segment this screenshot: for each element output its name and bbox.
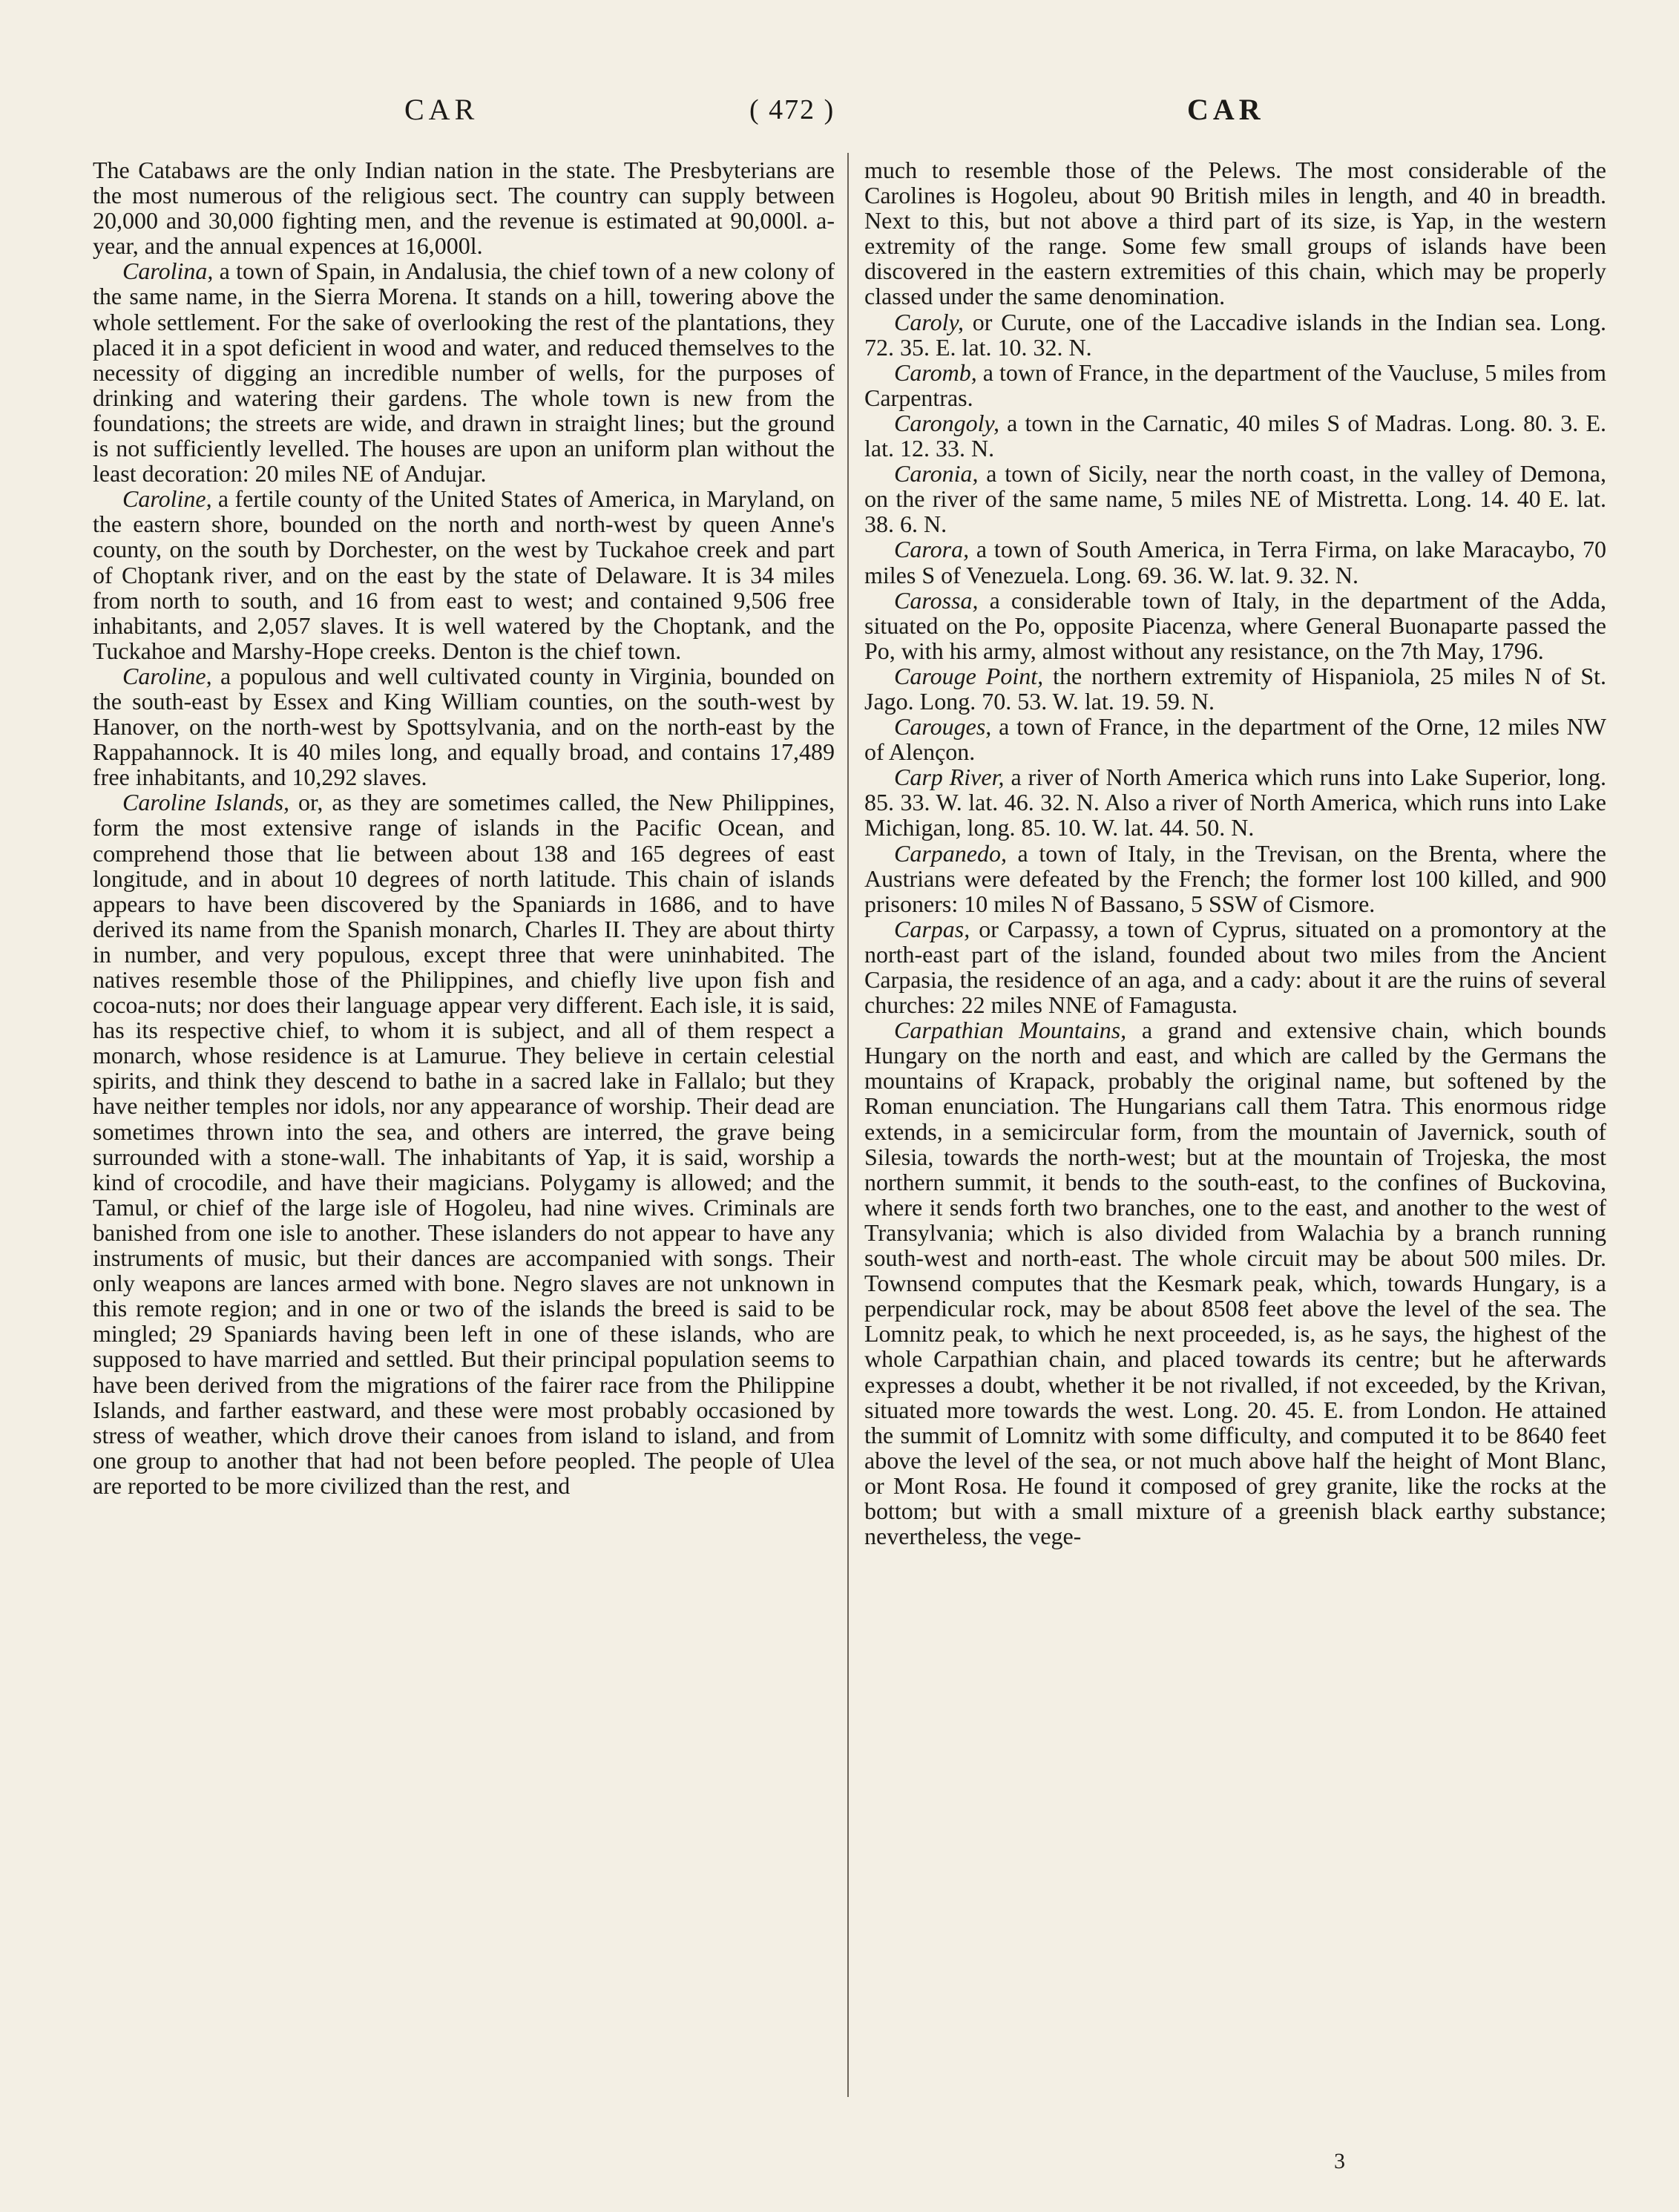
entry-paragraph	[93, 663, 835, 790]
entry-headword: Caronia,	[894, 460, 979, 488]
entry-paragraph	[864, 1017, 1606, 1549]
entry-text: a fertile county of the United States of America, in Maryland, on the eastern shore, bounded on the north and north-west by queen Anne's county, on the south by Dorchester, on the west by Tuckahoe creek and part of Choptank river, and on the east by the state of Delaware. It is 34 miles from north to south, and 16 from east to west; and contained 9,506 free inhabitants, and 2,057 slaves. It is well watered by the Choptank, and the Tuckahoe and Marshy-Hope creeks. Denton is the chief town.	[93, 485, 835, 664]
column-divider	[847, 153, 849, 2097]
entry-text: a river of North America which runs into Lake Superior, long. 85. 33. W. lat. 46. 32. N. Also a river of North America, which runs into Lake Michigan, long. 85. 10. W. lat. 44. 50. N.	[864, 764, 1607, 841]
entry-text: a town of Spain, in Andalusia, the chief town of a new colony of the same name, in the Sierra Morena. It stands on a hill, towering above the whole settlement. For the sake of overlooking the rest of the plantations, they placed it in a spot deficient in wood and water, and reduced themselves to the necessity of digging an incredible number of wells, for the purposes of drinking and watering their gardens. The whole town is new from the foundations; the streets are wide, and drawn in straight lines; but the ground is not sufficiently levelled. The houses are upon an uniform plan without the least decoration: 20 miles NE of Andujar.	[93, 257, 835, 488]
entry-text: the northern extremity of Hispaniola, 25 miles N of St. Jago. Long. 70. 53. W. lat. 19. 59. N.	[864, 662, 1606, 715]
entry-paragraph	[93, 790, 835, 1498]
entry-paragraph	[864, 841, 1606, 916]
entry-headword: Carpathian Mountains,	[894, 1017, 1127, 1044]
entry-text: a considerable town of Italy, in the department of the Adda, situated on the Po, opposite Piacenza, where General Buonaparte passed the Po, with his army, almost without any resistance, on the 7th May, 1796.	[864, 586, 1606, 664]
running-head	[0, 88, 1679, 132]
entry-headword: Carpanedo,	[894, 839, 1007, 867]
entry-paragraph	[93, 157, 835, 258]
entry-text: or, as they are sometimes called, the New Philippines, form the most extensive range of islands in the Pacific Ocean, and comprehend those that lie between about 138 and 165 degrees of east longitude, and in about 10 degrees of north latitude. This chain of islands appears to have been discovered by the Spaniards in 1686, and to have derived its name from the Spanish monarch, Charles II. They are about thirty in number, and very populous, except three that were uninhabited. The natives resemble those of the Philippines, and chiefly live upon fish and cocoa-nuts; nor does their language appear very different. Each isle, it is said, has its respective chief, to whom it is subject, and all of them respect a monarch, whose residence is at Lamurue. They believe in certain celestial spirits, and think they descend to bathe in a sacred lake in Fallalo; but they have neither temples nor idols, nor any appearance of worship. Their dead are sometimes thrown into the sea, and others are interred, the grave being surrounded with a stone-wall. The inhabitants of Yap, it is said, worship a kind of crocodile, and have their magicians. Polygamy is allowed; and the Tamul, or chief of the large isle of Hogoleu, had nine wives. Criminals are banished from one isle to another. These islanders do not appear to have any instruments of music, but their dances are accompanied with songs. Their only weapons are lances armed with bone. Negro slaves are not unknown in this remote region; and in one or two of the islands the breed is said to be mingled; 29 Spaniards having been left in one of these islands, who are supposed to have married and settled. But their principal population seems to have been derived from the migrations of the fairer race from the Philippine Islands, and farther eastward, and these were most probably occasioned by stress of weather, which drove their canoes from island to island, and from one group to another that had not been before peopled. The people of Ulea are reported to be more civilized than the rest, and	[93, 789, 835, 1499]
entry-text: a town of Italy, in the Trevisan, on the Brenta, where the Austrians were defeated by the French; the former lost 100 killed, and 900 prisoners: 10 miles N of Bassano, 5 SSW of Cismore.	[864, 839, 1606, 917]
entry-headword: Caroline Islands,	[122, 789, 290, 816]
entry-text: a town in the Carnatic, 40 miles S of Madras. Long. 80. 3. E. lat. 12. 33. N.	[864, 409, 1606, 462]
entry-headword: Carp River,	[894, 764, 1005, 791]
entry-paragraph	[864, 360, 1606, 410]
running-head-left: CAR	[404, 93, 479, 126]
entry-paragraph	[93, 258, 835, 486]
entry-paragraph	[864, 663, 1606, 714]
entry-headword: Carossa,	[894, 586, 979, 614]
entry-paragraph	[864, 536, 1606, 587]
entry-text: a town of France, in the department of the Vaucluse, 5 miles from Carpentras.	[864, 358, 1606, 411]
entry-paragraph	[864, 588, 1606, 663]
entry-paragraph	[864, 157, 1606, 309]
entry-headword: Carouge Point,	[894, 662, 1044, 689]
page-number: ( 472 )	[749, 94, 835, 125]
entry-paragraph	[864, 309, 1606, 360]
entry-text: or Carpassy, a town of Cyprus, situated on a promontory at the north-east part of the island, founded about two miles from the Ancient Carpasia, the residence of an aga, and a cady: about it are the ruins of several churches: 22 miles NNE of Famagusta.	[864, 915, 1606, 1019]
left-column	[93, 157, 835, 1498]
entry-paragraph	[93, 486, 835, 663]
entry-text: a populous and well cultivated county in Virginia, bounded on the south-east by Essex and King William counties, on the south-west by Hanover, on the north-west by Spottsylvania, and on the north-east by the Rappahannock. It is 40 miles long, and equally broad, and contains 17,489 free inhabitants, and 10,292 slaves.	[93, 662, 835, 791]
entry-text: a grand and extensive chain, which bounds Hungary on the north and east, and which are called by the Germans the mountains of Krapack, probably the original name, but softened by the Roman enunciation. The Hungarians call them Tatra. This enormous ridge extends, in a semicircular form, from the mountain of Javernick, south of Silesia, towards the north-west; but at the mountain of Trojeska, the most northern summit, it bends to the south-east, to the confines of Buckovina, where it sends forth two branches, one to the east, and another to the west of Transylvania; which is also divided from Walachia by a branch running south-west and north-east. The whole circuit may be about 500 miles. Dr. Townsend computes that the Kesmark peak, which, towards Hungary, is a perpendicular rock, may be about 8508 feet above the level of the sea. The Lomnitz peak, to which he next proceeded, is, as he says, the highest of the whole Carpathian chain, and placed towards its centre; but he afterwards expresses a doubt, whether it be not rivalled, if not exceeded, by the Krivan, situated more towards the west. Long. 20. 45. E. from London. He attained the summit of Lomnitz with some difficulty, and computed it to be 8640 feet above the level of the sea, or not much above half the height of Mont Blanc, or Mont Rosa. He found it composed of grey granite, like the rocks at the bottom; but with a small mixture of a greenish black earthy substance; nevertheless, the vege-	[864, 1017, 1607, 1550]
entry-paragraph	[864, 916, 1606, 1017]
entry-headword: Carpas,	[894, 915, 970, 942]
entry-headword: Caroline,	[122, 485, 212, 513]
entry-paragraph	[864, 461, 1606, 536]
entry-paragraph	[864, 764, 1606, 840]
entry-text: The Catabaws are the only Indian nation in the state. The Presbyterians are the most numerous of the religious sect. The country can supply between 20,000 and 30,000 fighting men, and the revenue is estimated at 90,000l. a-year, and the annual expences at 16,000l.	[93, 157, 835, 260]
entry-paragraph	[864, 714, 1606, 764]
entry-paragraph	[864, 410, 1606, 461]
entry-headword: Carolina,	[122, 257, 214, 285]
entry-text: a town of France, in the department of the Orne, 12 miles NW of Alençon.	[864, 713, 1606, 766]
running-head-right: CAR	[1187, 93, 1265, 126]
entry-text: much to resemble those of the Pelews. The most considerable of the Carolines is Hogoleu, about 90 British miles in length, and 40 in breadth. Next to this, but not above a third part of its size, is Yap, in the western extremity of the range. Some few small groups of islands have been discovered in the eastern extremities of this chain, which may be properly classed under the same denomination.	[864, 157, 1606, 310]
entry-text: a town of South America, in Terra Firma, on lake Maracaybo, 70 miles S of Venezuela. Long. 69. 36. W. lat. 9. 32. N.	[864, 536, 1606, 588]
entry-text: or Curute, one of the Laccadive islands in the Indian sea. Long. 72. 35. E. lat. 10. 32. N.	[864, 308, 1606, 361]
entry-text: a town of Sicily, near the north coast, in the valley of Demona, on the river of the same name, 5 miles NE of Mistretta. Long. 14. 40 E. lat. 38. 6. N.	[864, 460, 1606, 538]
entry-headword: Caroly,	[894, 308, 964, 335]
entry-headword: Carongoly,	[894, 409, 999, 436]
entry-headword: Caromb,	[894, 358, 977, 386]
entry-headword: Carouges,	[894, 713, 992, 741]
entry-headword: Caroline,	[122, 662, 212, 689]
entry-headword: Carora,	[894, 536, 970, 563]
signature-mark: 3	[1334, 2149, 1345, 2173]
right-column	[864, 157, 1606, 1549]
